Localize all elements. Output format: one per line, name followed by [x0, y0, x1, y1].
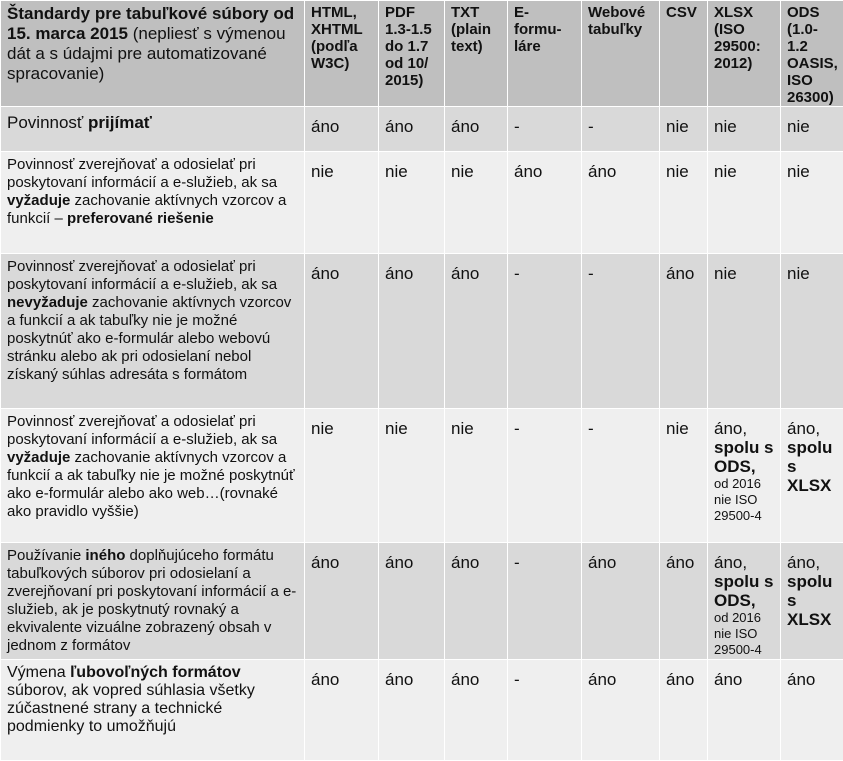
row-label: Povinnosť zverejňovať a odosielať pri poskytovaní informácií a e-služieb, ak sa nevyžaduje zachovanie aktívnych vzorcov a funkcií a ak tabuľky nie je možné poskytnúť ako e-formulár alebo webovú stránku alebo ak pri odosielaní nebol získaný súhlas adresáta s formátom	[1, 254, 305, 409]
row-label: Povinnosť zverejňovať a odosielať pri poskytovaní informácií a e-služieb, ak sa vyžaduje zachovanie aktívnych vzorcov a funkcií – preferované riešenie	[1, 152, 305, 254]
table-row	[1, 152, 843, 254]
cell: nie	[708, 254, 781, 409]
cell: áno	[445, 254, 508, 409]
cell: -	[508, 409, 582, 543]
table-row	[1, 543, 843, 660]
row-label: Používanie iného doplňujúceho formátu tabuľkových súborov pri odosielaní a zverejňovaní pri poskytovaní informácií a e-služieb, ak je poskytnutý rovnaký a ekvivalente vizuálne zobrazený obsah v jednom z formátov	[1, 543, 305, 660]
cell: -	[582, 409, 660, 543]
col-header-txt: TXT (plain text)	[445, 1, 508, 107]
table-row	[1, 660, 843, 761]
col-header-html: HTML, XHTML (podľa W3C)	[305, 1, 379, 107]
cell: nie	[781, 254, 843, 409]
cell: -	[508, 107, 582, 152]
cell: -	[508, 660, 582, 761]
cell-ods: áno, spolu s XLSX	[781, 543, 843, 660]
row-label: Povinnosť zverejňovať a odosielať pri poskytovaní informácií a e-služieb, ak sa vyžaduje zachovanie aktívnych vzorcov a funkcií a ak tabuľky nie je možné poskytnúť ako e-formulár alebo ako web…(rovnaké ako pravidlo vyššie)	[1, 409, 305, 543]
cell: áno	[582, 543, 660, 660]
cell: áno	[508, 152, 582, 254]
cell: -	[582, 107, 660, 152]
col-header-xlsx: XLSX (ISO 29500: 2012)	[708, 1, 781, 107]
cell: nie	[305, 152, 379, 254]
table-row	[1, 254, 843, 409]
header-row	[1, 1, 843, 107]
cell: -	[508, 543, 582, 660]
cell: nie	[379, 409, 445, 543]
col-header-ods: ODS (1.0-1.2 OASIS, ISO 26300)	[781, 1, 843, 107]
cell: áno	[305, 660, 379, 761]
cell: áno	[445, 660, 508, 761]
cell: -	[582, 254, 660, 409]
cell: áno	[305, 254, 379, 409]
cell: nie	[708, 152, 781, 254]
row-label: Výmena ľubovoľných formátov súborov, ak vopred súhlasia všetky zúčastnené strany a technické podmienky to umožňujú	[1, 660, 305, 761]
cell: áno	[379, 107, 445, 152]
table-title: Štandardy pre tabuľkové súbory od 15. marca 2015 (nepliesť s výmenou dát a s údajmi pre automatizované spracovanie)	[1, 1, 305, 107]
cell: áno	[305, 543, 379, 660]
cell: nie	[781, 107, 843, 152]
cell: nie	[660, 409, 708, 543]
col-header-web-tables: Webové tabuľky	[582, 1, 660, 107]
cell: nie	[781, 152, 843, 254]
cell-xlsx: áno, spolu s ODS, od 2016 nie ISO 29500-4	[708, 409, 781, 543]
cell: nie	[379, 152, 445, 254]
cell: -	[508, 254, 582, 409]
cell: áno	[660, 543, 708, 660]
cell: áno	[781, 660, 843, 761]
cell: áno	[379, 254, 445, 409]
cell: áno	[379, 660, 445, 761]
table-row	[1, 107, 843, 152]
cell: nie	[445, 409, 508, 543]
cell: áno	[582, 152, 660, 254]
col-header-eforms: E-formu-láre	[508, 1, 582, 107]
cell: nie	[660, 152, 708, 254]
cell: áno	[445, 543, 508, 660]
cell: áno	[379, 543, 445, 660]
col-header-pdf: PDF 1.3-1.5 do 1.7 od 10/ 2015)	[379, 1, 445, 107]
cell: áno	[660, 660, 708, 761]
cell: nie	[305, 409, 379, 543]
cell: áno	[708, 660, 781, 761]
row-label: Povinnosť prijímať	[1, 107, 305, 152]
table-row	[1, 409, 843, 543]
col-header-csv: CSV	[660, 1, 708, 107]
cell: áno	[305, 107, 379, 152]
cell: áno	[445, 107, 508, 152]
cell: áno	[582, 660, 660, 761]
cell: nie	[660, 107, 708, 152]
cell: nie	[708, 107, 781, 152]
cell: áno	[660, 254, 708, 409]
cell-xlsx: áno, spolu s ODS, od 2016 nie ISO 29500-4	[708, 543, 781, 660]
cell-ods: áno, spolu s XLSX	[781, 409, 843, 543]
cell: nie	[445, 152, 508, 254]
